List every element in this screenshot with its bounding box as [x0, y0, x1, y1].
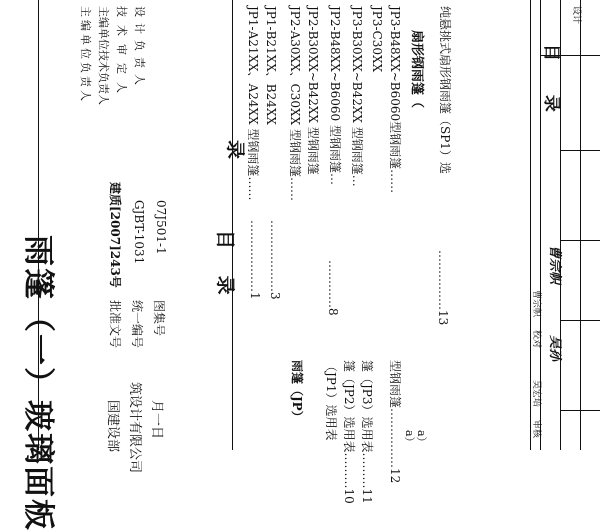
- toc-section-item: 纯悬挑式扇形钢雨篷（SP1）选: [438, 6, 452, 174]
- toc-row-1: ………………1: [248, 220, 262, 300]
- document-title: 雨篷（一）玻璃面板: [20, 235, 56, 532]
- toc-row-4: 篷（JP2）选用表………10: [342, 360, 356, 504]
- toc-entry-7: JP3-C30XX: [370, 6, 384, 73]
- personnel-role-3: 技术审定人: [115, 6, 128, 101]
- toc-row-3-label: （JP1）选用表: [324, 360, 338, 441]
- approval-value: 建质[2007]243号: [108, 182, 122, 288]
- toc-row-3: …………8: [326, 260, 340, 316]
- atlas-label: 图集号: [152, 300, 166, 337]
- toc-group-label: 雨篷（JP）: [290, 360, 304, 423]
- toc-entry-5: JP2-B48XX~B6060 型钢雨篷…: [328, 6, 342, 185]
- toc-entry-1: JP1-A21XX、A24XX 型钢雨篷……: [246, 6, 260, 201]
- titleblock-caption: 目 录: [541, 44, 561, 126]
- toc-section-title: 扇形钢雨篷（: [409, 30, 424, 109]
- titleblock-divider-3: [560, 240, 600, 241]
- titleblock-check-name: 曹宗帜: [531, 290, 541, 318]
- toc-entry-4: JP2-B30XX~B42XX 型钢雨篷: [306, 6, 320, 175]
- toc-entry-2: JP1-B21XX、B24XX: [264, 6, 278, 125]
- titleblock-audit-label: 审核: [531, 420, 541, 439]
- titleblock-check-label: 校对: [531, 330, 541, 349]
- toc-row-6: 型钢雨篷……………12: [388, 360, 402, 484]
- approval-label: 批准文号: [108, 300, 122, 349]
- toc-row-7: ……………13: [436, 250, 450, 326]
- toc-row-5: 篷（JP3）选用表………11: [360, 360, 374, 504]
- titleblock-divider-5: [560, 410, 600, 411]
- titleblock-divider-4: [560, 320, 600, 321]
- frame-line-center: [232, 0, 233, 450]
- toc-heading-left: 目 录: [214, 230, 236, 305]
- titleblock-audit-signature: 吴孙: [547, 335, 562, 362]
- toc-entry-3: JP2-A30XX、C30XX 型钢雨篷……: [288, 6, 302, 201]
- designer: 筑设计有限公司: [127, 382, 142, 474]
- titleblock-design-label: 设计: [571, 6, 581, 25]
- atlas-value: 07J501-1: [154, 200, 168, 255]
- date: 月一日: [149, 400, 164, 440]
- toc-fragment-1: a）: [403, 430, 416, 448]
- publisher: 国建设部: [105, 400, 120, 453]
- toc-heading-right: 录: [224, 140, 246, 160]
- toc-row-2: ………………3: [268, 220, 282, 300]
- titleblock-line-2: [580, 0, 581, 450]
- toc-fragment-2: a）: [415, 430, 428, 448]
- titleblock-check-signature: 曹宗帜: [547, 245, 562, 285]
- toc-entry-8: JP3-B48XX~B6060型钢雨篷……: [388, 6, 402, 194]
- personnel-role-2: 主编单位技术负责人: [97, 6, 110, 105]
- personnel-role-1: 主编单位负责人: [79, 6, 92, 104]
- titleblock-audit-name: 吴宏培: [531, 380, 541, 408]
- personnel-role-4: 设计负责人: [133, 6, 146, 91]
- titleblock-divider-2: [560, 150, 600, 151]
- number-value: GJBT-1031: [132, 200, 146, 265]
- toc-entry-6: JP3-B30XX~B42XX 型钢雨篷…: [350, 6, 364, 187]
- number-label: 统一编号: [130, 300, 144, 349]
